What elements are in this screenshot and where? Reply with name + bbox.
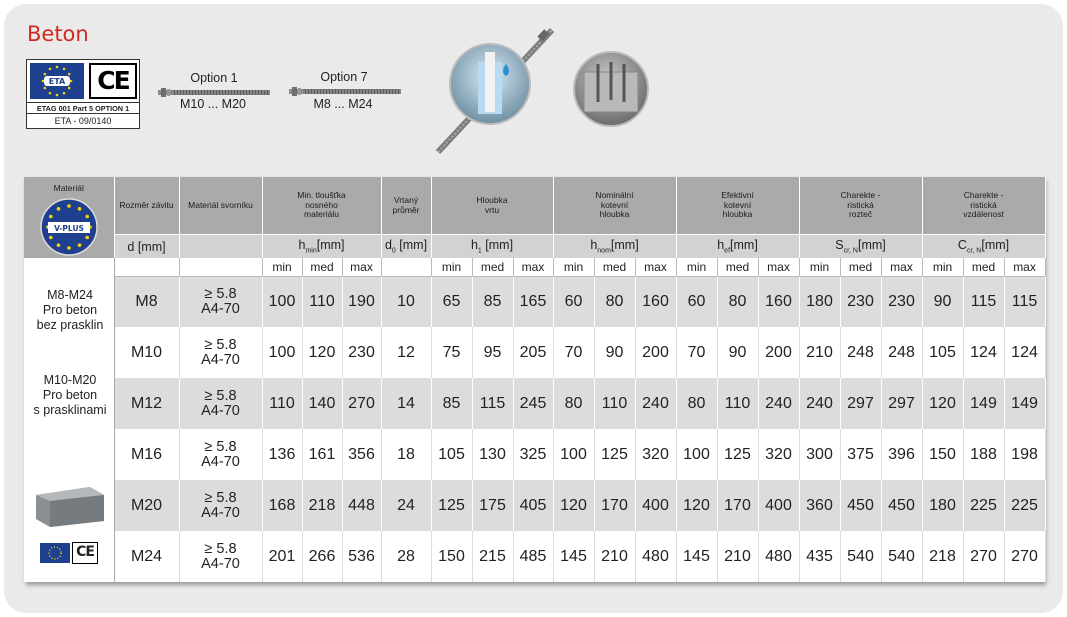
hmin-value: 218 <box>302 480 342 531</box>
ccr-value: 115 <box>1004 276 1045 327</box>
hnom-value: 80 <box>553 378 594 429</box>
ccr-value: 124 <box>1004 327 1045 378</box>
nominal-header: Nominální kotevní hloubka <box>553 177 676 235</box>
h1-value: 325 <box>513 429 553 480</box>
thread-size-cell: M20 <box>114 480 179 531</box>
scr-value: 450 <box>840 480 881 531</box>
hnom-value: 160 <box>635 276 676 327</box>
ccr-value: 270 <box>1004 531 1045 582</box>
cert-etag-line: ETAG 001 Part 5 OPTION 1 <box>27 102 139 114</box>
hmin-value: 448 <box>342 480 381 531</box>
hmin-value: 136 <box>262 429 302 480</box>
grade-stainless: A4-70 <box>201 555 240 572</box>
material-header: Materiál <box>53 183 84 193</box>
h1-value: 165 <box>513 276 553 327</box>
h1-value: 65 <box>431 276 472 327</box>
option7-range: M8 ... M24 <box>313 97 373 111</box>
scr-value: 230 <box>840 276 881 327</box>
thread-size-cell: M24 <box>114 531 179 582</box>
h1-value: 245 <box>513 378 553 429</box>
distance-header: Charekte -ristická vzdálenost <box>922 177 1045 235</box>
hef-value: 90 <box>717 327 758 378</box>
h1-min-header: min <box>431 258 472 276</box>
hmin-value: 270 <box>342 378 381 429</box>
badge-text: V-PLUS <box>53 223 84 233</box>
hnom-value: 90 <box>594 327 635 378</box>
hef-med-header: med <box>717 258 758 276</box>
hnom-value: 170 <box>594 480 635 531</box>
hnom-value: 125 <box>594 429 635 480</box>
ccr-value: 218 <box>922 531 963 582</box>
hmin-value: 110 <box>262 378 302 429</box>
hef-value: 70 <box>676 327 717 378</box>
h1-max-header: max <box>513 258 553 276</box>
material-cell <box>24 429 114 480</box>
hef-value: 320 <box>758 429 799 480</box>
scr-value: 396 <box>881 429 922 480</box>
ccr-value: 188 <box>963 429 1004 480</box>
hef-value: 125 <box>717 429 758 480</box>
d-unit: d [mm] <box>114 235 179 258</box>
hmin-value: 536 <box>342 531 381 582</box>
bolt-grade-cell <box>179 429 262 480</box>
hnom-value: 120 <box>553 480 594 531</box>
h1-unit: $h_1$ [mm] <box>431 235 553 258</box>
bolt-grade-cell <box>179 327 262 378</box>
injection-process-icon <box>448 42 532 126</box>
hnom-value: 110 <box>594 378 635 429</box>
table-row <box>24 480 1045 531</box>
cert-eta-number: ETA - 09/0140 <box>54 116 112 126</box>
thread-size-cell: M10 <box>114 327 179 378</box>
hnom-unit: $h_{nom}[mm]$ <box>553 235 676 258</box>
hnom-value: 400 <box>635 480 676 531</box>
grade-steel: ≥ 5.8 <box>204 489 237 506</box>
material-header-cell <box>24 177 114 258</box>
hef-value: 110 <box>717 378 758 429</box>
scr-value: 360 <box>799 480 840 531</box>
h1-value: 95 <box>472 327 513 378</box>
ccr-value: 149 <box>963 378 1004 429</box>
hnom-value: 200 <box>635 327 676 378</box>
hef-value: 160 <box>758 276 799 327</box>
hnom-value: 240 <box>635 378 676 429</box>
eta-flag-icon <box>30 63 84 99</box>
hef-value: 210 <box>717 531 758 582</box>
hmin-value: 168 <box>262 480 302 531</box>
hef-value: 170 <box>717 480 758 531</box>
table-row <box>24 276 1045 327</box>
mini-certification <box>40 542 98 564</box>
scr-value: 540 <box>840 531 881 582</box>
hnom-value: 80 <box>594 276 635 327</box>
ccr-value: 270 <box>963 531 1004 582</box>
hmin-value: 266 <box>302 531 342 582</box>
bolt-material-header: Materiál svorníku <box>179 177 262 235</box>
option1-label: Option 1 <box>190 71 238 85</box>
ccr-min-header: min <box>922 258 963 276</box>
hnom-med-header: med <box>594 258 635 276</box>
hmin-value: 140 <box>302 378 342 429</box>
grade-steel: ≥ 5.8 <box>204 336 237 353</box>
scr-value: 248 <box>840 327 881 378</box>
scr-value: 540 <box>881 531 922 582</box>
hnom-max-header: max <box>635 258 676 276</box>
ccr-value: 90 <box>922 276 963 327</box>
hef-value: 240 <box>758 378 799 429</box>
grade-stainless: A4-70 <box>201 402 240 419</box>
hef-value: 100 <box>676 429 717 480</box>
mini-ce-icon: CE <box>72 542 98 564</box>
h1-value: 125 <box>431 480 472 531</box>
scr-value: 297 <box>840 378 881 429</box>
hmin-value: 190 <box>342 276 381 327</box>
min-med-max-row <box>24 258 1045 276</box>
material-group-uncracked: M8-M24 Pro beton bez prasklin <box>36 288 104 332</box>
hmin-min-header: min <box>262 258 302 276</box>
hnom-value: 100 <box>553 429 594 480</box>
h1-value: 85 <box>472 276 513 327</box>
h1-value: 105 <box>431 429 472 480</box>
depth-header: Hloubka vrtu <box>431 177 553 235</box>
hef-max-header: max <box>758 258 799 276</box>
table-row <box>24 429 1045 480</box>
ccr-max-header: max <box>1004 258 1045 276</box>
grade-stainless: A4-70 <box>201 300 240 317</box>
bolt-grade-cell <box>179 276 262 327</box>
option7-label: Option 7 <box>320 70 368 84</box>
header-row <box>24 177 1045 235</box>
ccr-value: 105 <box>922 327 963 378</box>
h1-value: 85 <box>431 378 472 429</box>
v-plus-badge-icon <box>40 198 98 256</box>
hnom-value: 60 <box>553 276 594 327</box>
page-title: Beton <box>27 22 89 46</box>
hnom-value: 70 <box>553 327 594 378</box>
d0-value: 10 <box>381 276 431 327</box>
hmin-value: 110 <box>302 276 342 327</box>
grade-steel: ≥ 5.8 <box>204 285 237 302</box>
ccr-unit: $C_{cr, N}[mm]$ <box>922 235 1045 258</box>
min-thickness-header: Min. tloušťka nosného materiálu <box>262 177 381 235</box>
hnom-value: 210 <box>594 531 635 582</box>
ccr-value: 150 <box>922 429 963 480</box>
threaded-rod-icon <box>289 87 401 97</box>
hmin-unit: $h_{min}[mm]$ <box>262 235 381 258</box>
hnom-value: 320 <box>635 429 676 480</box>
hef-value: 80 <box>676 378 717 429</box>
grade-steel: ≥ 5.8 <box>204 540 237 557</box>
hef-value: 80 <box>717 276 758 327</box>
eta-flag-text: ETA <box>48 77 66 86</box>
scr-value: 297 <box>881 378 922 429</box>
mini-eta-flag-icon <box>40 543 70 563</box>
grade-stainless: A4-70 <box>201 504 240 521</box>
scr-min-header: min <box>799 258 840 276</box>
d0-unit: $d_0$ [mm] <box>381 235 431 258</box>
thread-size-cell: M16 <box>114 429 179 480</box>
h1-med-header: med <box>472 258 513 276</box>
drill-header: Vrtaný průměr <box>381 177 431 235</box>
thread-size-cell: M8 <box>114 276 179 327</box>
hmin-value: 100 <box>262 276 302 327</box>
ccr-value: 198 <box>1004 429 1045 480</box>
grade-stainless: A4-70 <box>201 351 240 368</box>
h1-value: 130 <box>472 429 513 480</box>
h1-value: 485 <box>513 531 553 582</box>
thread-header: Rozměr závitu <box>114 177 179 235</box>
hmin-value: 230 <box>342 327 381 378</box>
scr-unit: $S_{cr, N}[mm]$ <box>799 235 922 258</box>
ccr-value: 180 <box>922 480 963 531</box>
h1-value: 75 <box>431 327 472 378</box>
material-cell <box>24 327 114 378</box>
hmin-max-header: max <box>342 258 381 276</box>
scr-value: 435 <box>799 531 840 582</box>
ccr-med-header: med <box>963 258 1004 276</box>
hmin-value: 100 <box>262 327 302 378</box>
bolt-grade-cell <box>179 531 262 582</box>
hmin-value: 201 <box>262 531 302 582</box>
hmin-med-header: med <box>302 258 342 276</box>
ccr-value: 149 <box>1004 378 1045 429</box>
hef-value: 120 <box>676 480 717 531</box>
d0-value: 28 <box>381 531 431 582</box>
h1-value: 205 <box>513 327 553 378</box>
scr-max-header: max <box>881 258 922 276</box>
concrete-anchor-icon <box>572 50 650 128</box>
thread-size-cell: M12 <box>114 378 179 429</box>
ccr-value: 225 <box>963 480 1004 531</box>
spacing-header: Charekte -ristická rozteč <box>799 177 922 235</box>
concrete-block-icon <box>32 483 106 529</box>
ccr-value: 115 <box>963 276 1004 327</box>
ccr-value: 120 <box>922 378 963 429</box>
hef-unit: $h_{ef}[mm]$ <box>676 235 799 258</box>
scr-value: 375 <box>840 429 881 480</box>
grade-stainless: A4-70 <box>201 453 240 470</box>
unit-row <box>24 235 1045 258</box>
hmin-value: 161 <box>302 429 342 480</box>
option1-range: M10 ... M20 <box>180 97 246 111</box>
h1-value: 175 <box>472 480 513 531</box>
d0-value: 12 <box>381 327 431 378</box>
hef-value: 400 <box>758 480 799 531</box>
h1-value: 150 <box>431 531 472 582</box>
ccr-value: 225 <box>1004 480 1045 531</box>
hef-min-header: min <box>676 258 717 276</box>
h1-value: 215 <box>472 531 513 582</box>
scr-value: 300 <box>799 429 840 480</box>
certification-box <box>26 59 140 129</box>
effective-header: Efektivní kotevní hloubka <box>676 177 799 235</box>
hef-value: 60 <box>676 276 717 327</box>
scr-value: 240 <box>799 378 840 429</box>
h1-value: 115 <box>472 378 513 429</box>
bolt-grade-cell <box>179 378 262 429</box>
hnom-min-header: min <box>553 258 594 276</box>
table-row <box>24 531 1045 582</box>
bolt-grade-cell <box>179 480 262 531</box>
hmin-value: 356 <box>342 429 381 480</box>
scr-value: 230 <box>881 276 922 327</box>
hnom-value: 480 <box>635 531 676 582</box>
scr-value: 248 <box>881 327 922 378</box>
scr-value: 180 <box>799 276 840 327</box>
ccr-value: 124 <box>963 327 1004 378</box>
material-group-cracked: M10-M20 Pro beton s prasklinami <box>33 373 107 417</box>
scr-value: 450 <box>881 480 922 531</box>
d0-value: 24 <box>381 480 431 531</box>
hef-value: 145 <box>676 531 717 582</box>
d0-value: 18 <box>381 429 431 480</box>
grade-steel: ≥ 5.8 <box>204 387 237 404</box>
hnom-value: 145 <box>553 531 594 582</box>
grade-steel: ≥ 5.8 <box>204 438 237 455</box>
scr-value: 210 <box>799 327 840 378</box>
h1-value: 405 <box>513 480 553 531</box>
hmin-value: 120 <box>302 327 342 378</box>
d0-value: 14 <box>381 378 431 429</box>
scr-med-header: med <box>840 258 881 276</box>
table-row <box>24 378 1045 429</box>
table-row <box>24 327 1045 378</box>
hef-value: 200 <box>758 327 799 378</box>
anchor-specification-table <box>24 177 1044 582</box>
hef-value: 480 <box>758 531 799 582</box>
ce-mark-icon: CE <box>89 63 137 99</box>
